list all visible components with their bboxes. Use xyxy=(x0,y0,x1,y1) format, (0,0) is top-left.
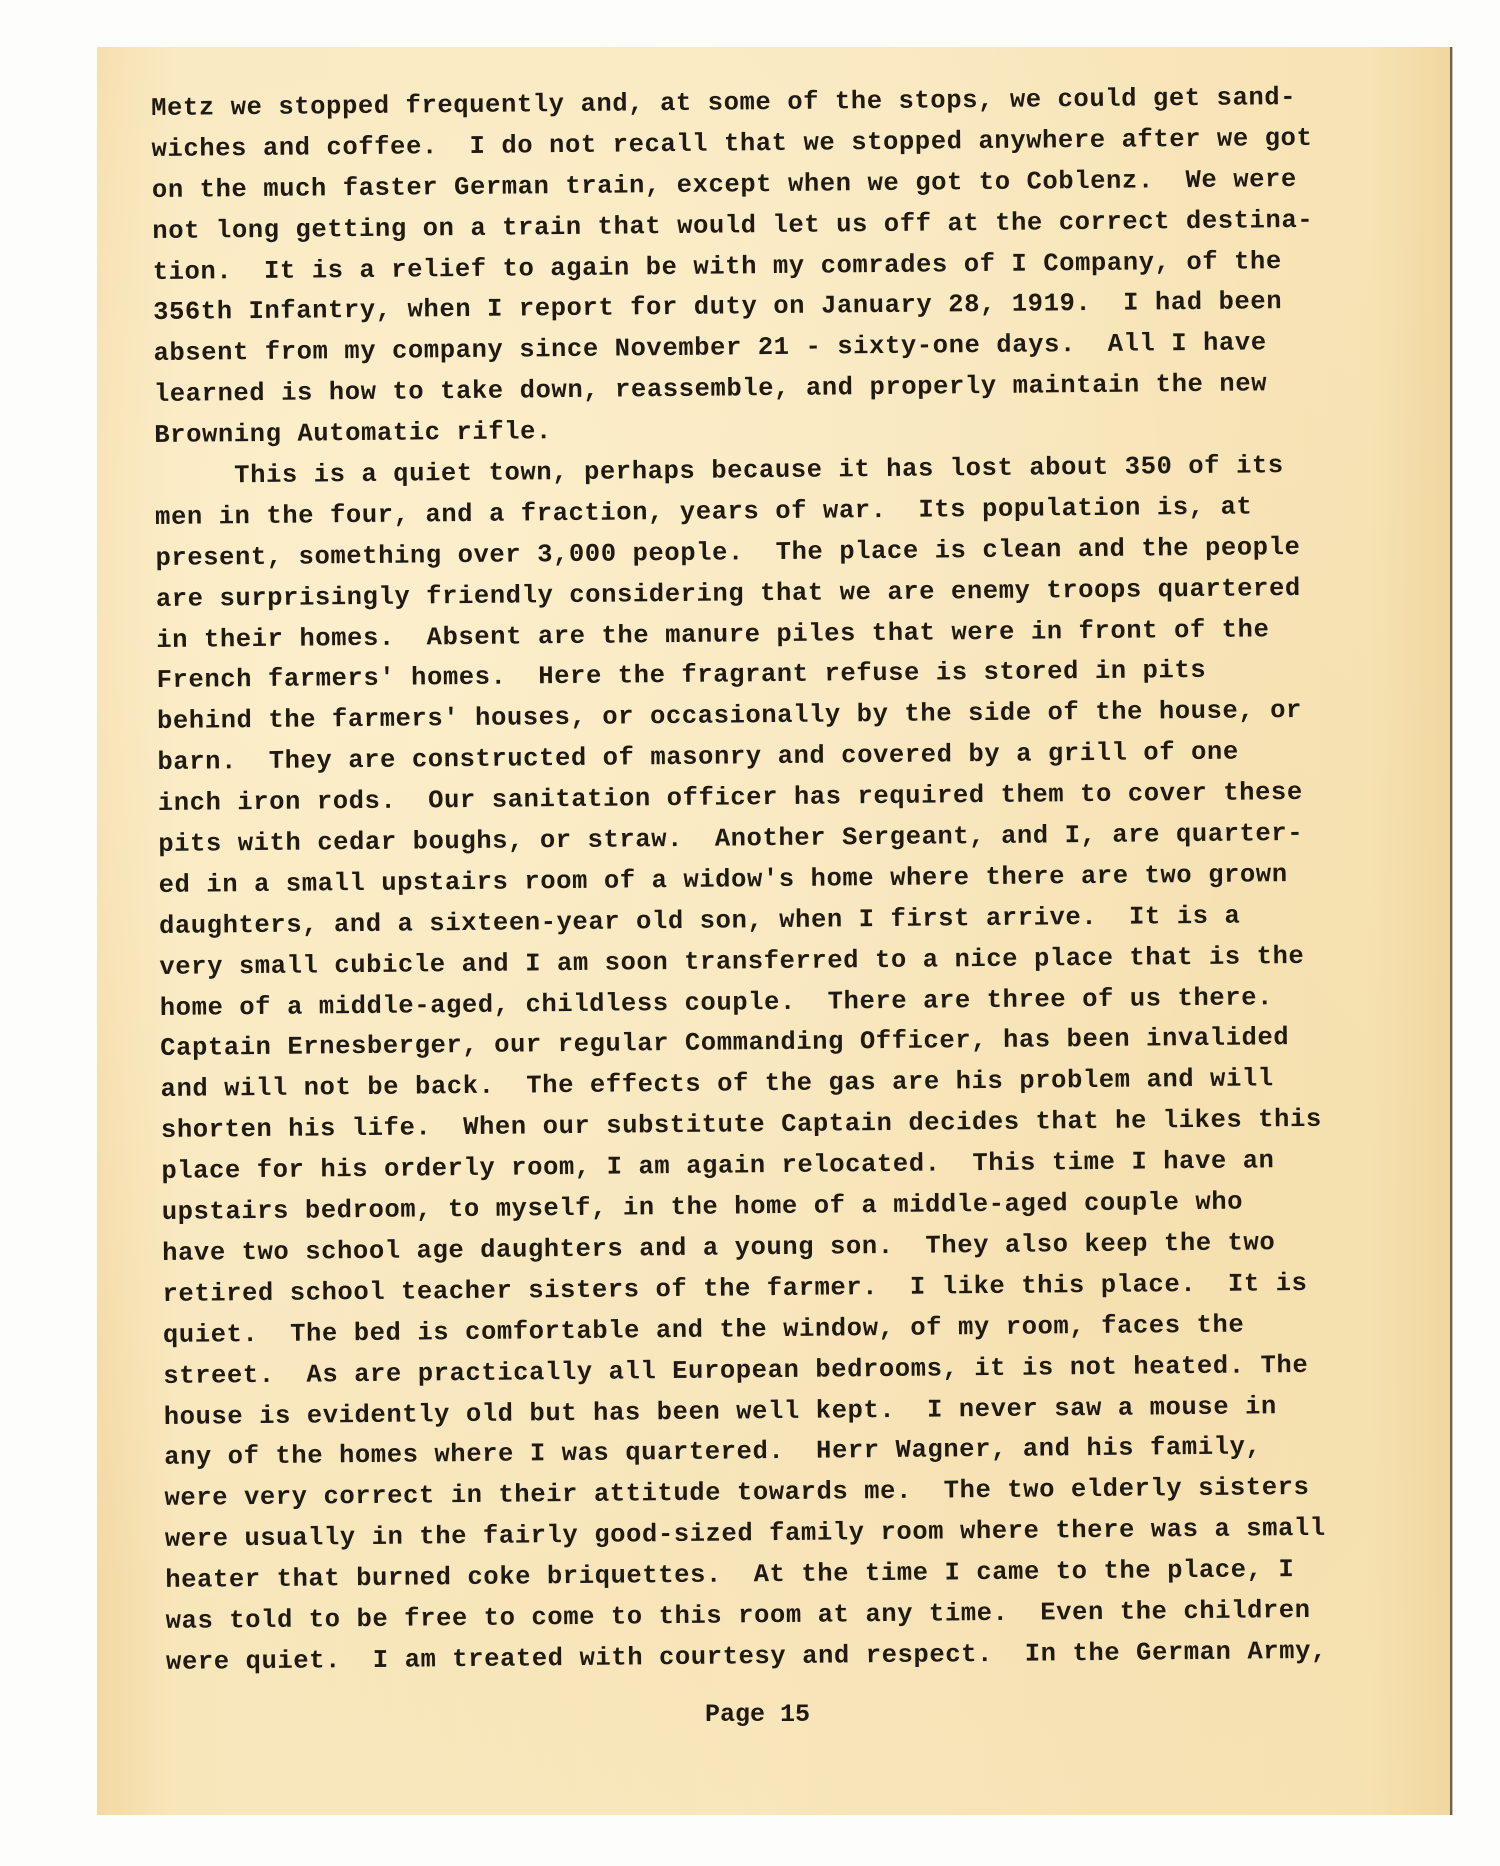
text-line: barn. They are constructed of masonry and covered by a grill of one xyxy=(157,737,1239,778)
text-line: Captain Ernesberger, our regular Commanding Officer, has been invalided xyxy=(160,1023,1290,1064)
text-line: any of the homes where I was quartered. Herr Wagner, and his family, xyxy=(164,1432,1262,1473)
text-line: place for his orderly room, I am again relocated. This time I have an xyxy=(161,1146,1275,1187)
body-text xyxy=(151,77,1416,1684)
text-line: inch iron rods. Our sanitation officer has required them to cover these xyxy=(157,778,1303,819)
text-line: on the much faster German train, except when we got to Coblenz. We were xyxy=(151,164,1298,205)
text-line: house is evidently old but has been well kept. I never saw a mouse in xyxy=(163,1391,1278,1432)
text-line: Metz we stopped frequently and, at some of the stops, we could get sand- xyxy=(151,83,1297,123)
text-line: 356th Infantry, when I report for duty on January 28, 1919. I had been xyxy=(153,287,1283,328)
text-line: are surprisingly friendly considering that we are enemy troops quartered xyxy=(155,573,1301,614)
text-line: French farmers' homes. Here the fragrant refuse is stored in pits xyxy=(156,656,1207,696)
text-line: absent from my company since November 21 - sixty-one days. All I have xyxy=(153,328,1267,369)
text-line: were very correct in their attitude towards me. The two elderly sisters xyxy=(164,1473,1310,1514)
text-line: have two school age daughters and a young son. They also keep the two xyxy=(162,1228,1276,1268)
text-line: retired school teacher sisters of the farmer. I like this place. It is xyxy=(162,1268,1308,1309)
text-line: wiches and coffee. I do not recall that we stopped anywhere after we got xyxy=(151,123,1313,164)
text-line: quiet. The bed is comfortable and the window, of my room, faces the xyxy=(162,1310,1245,1350)
text-line: shorten his life. When our substitute Captain decides that he likes this xyxy=(160,1105,1322,1146)
text-line: very small cubicle and I am soon transferred to a nice place that is the xyxy=(159,941,1305,982)
text-line: behind the farmers' houses, or occasionally by the side of the house, or xyxy=(156,696,1303,737)
text-line: were usually in the fairly good-sized family room where there was a small xyxy=(164,1513,1326,1555)
text-line: not long getting on a train that would let us off at the correct destina- xyxy=(152,205,1314,246)
text-line: was told to be free to come to this room at any time. Even the children xyxy=(165,1595,1311,1636)
text-line: Browning Automatic rifle. xyxy=(154,417,553,451)
text-line: home of a middle-aged, childless couple. There are three of us there. xyxy=(159,982,1274,1023)
text-line: tion. It is a relief to again be with my comrades of I Company, of the xyxy=(152,246,1282,287)
text-line: in their homes. Absent are the manure piles that were in front of the xyxy=(156,614,1270,655)
text-line: learned is how to take down, reassemble, and properly maintain the new xyxy=(153,369,1268,410)
typewritten-page xyxy=(97,47,1452,1815)
text-line: pits with cedar boughs, or straw. Another Sergeant, and I, are quarter- xyxy=(158,819,1304,859)
text-line: were quiet. I am treated with courtesy and respect. In the German Army, xyxy=(165,1636,1328,1677)
text-line: street. As are practically all European bedrooms, it is not heated. The xyxy=(163,1350,1309,1391)
text-line: present, something over 3,000 people. The place is clean and the people xyxy=(155,532,1301,573)
page-number: Page 15 xyxy=(705,1700,811,1729)
text-line: ed in a small upstairs room of a widow's home where there are two grown xyxy=(158,860,1288,900)
text-line: upstairs bedroom, to myself, in the home of a middle-aged couple who xyxy=(161,1187,1244,1227)
text-line: heater that burned coke briquettes. At the time I came to the place, I xyxy=(165,1555,1295,1595)
text-line: and will not be back. The effects of the gas are his problem and will xyxy=(160,1064,1274,1105)
text-line: men in the four, and a fraction, years of war. Its population is, at xyxy=(154,492,1253,532)
text-line: daughters, and a sixteen-year old son, when I first arrive. It is a xyxy=(158,901,1241,941)
text-line: This is a quiet town, perhaps because it has lost about 350 of its xyxy=(154,451,1284,491)
